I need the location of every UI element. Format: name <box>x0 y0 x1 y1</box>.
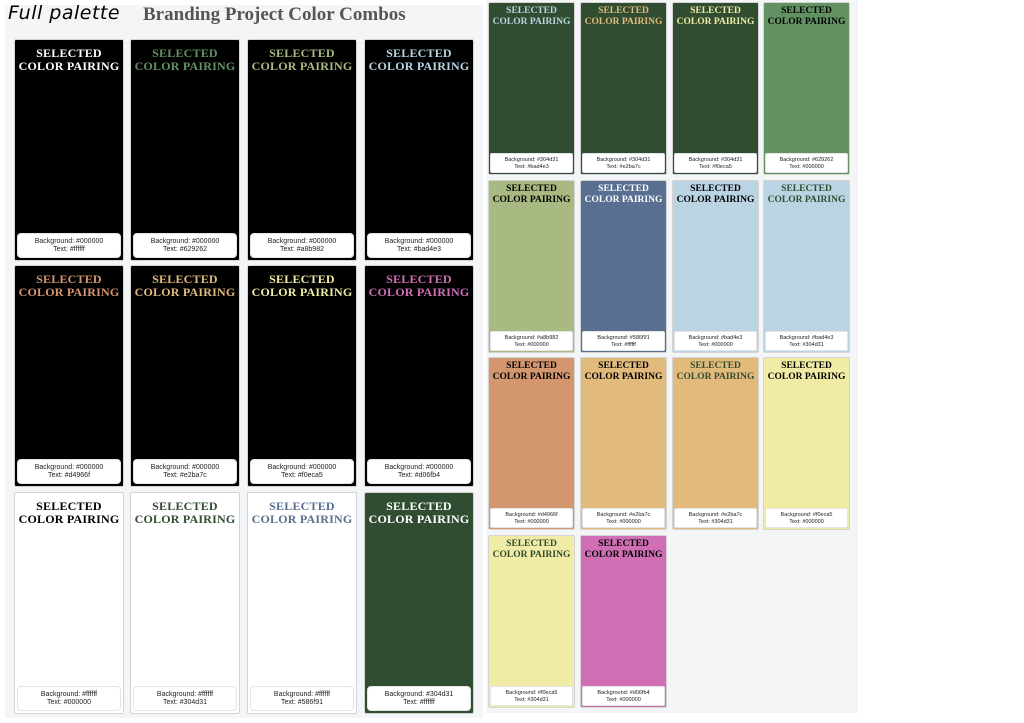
right-color-card <box>488 180 575 353</box>
card-caption <box>582 686 665 706</box>
card-caption <box>765 508 848 528</box>
right-color-card <box>763 180 850 353</box>
right-color-card <box>580 535 667 708</box>
card-title: SELECTED COLOR PAIRING <box>492 6 571 27</box>
background-code: Background: #d4966f <box>505 512 558 518</box>
background-code: Background: #f0eca5 <box>505 690 558 696</box>
text-code: Text: #000000 <box>514 342 549 348</box>
text-code: Text: #ffffff <box>611 342 636 348</box>
card-caption <box>367 686 471 711</box>
card-title: SELECTED COLOR PAIRING <box>767 361 846 382</box>
card-caption <box>250 233 354 258</box>
left-color-card <box>130 39 240 261</box>
background-code: Background: #304d31 <box>504 157 559 163</box>
background-code: Background: #000000 <box>267 464 337 471</box>
background-code: Background: #a8b982 <box>504 335 559 341</box>
card-caption <box>250 686 354 711</box>
background-code: Background: #bad4e3 <box>688 335 743 341</box>
text-code: Text: #e2ba7c <box>163 472 207 479</box>
handwritten-label: Full palette <box>8 2 121 24</box>
text-code: Text: #d06fb4 <box>397 472 441 479</box>
card-title: SELECTED COLOR PAIRING <box>676 361 755 382</box>
right-color-card <box>763 2 850 175</box>
text-code: Text: #000000 <box>514 519 549 525</box>
card-caption <box>490 508 573 528</box>
text-code: Text: #e2ba7c <box>606 164 641 170</box>
left-color-card <box>364 265 474 487</box>
right-color-card <box>488 535 575 708</box>
card-title: SELECTED COLOR PAIRING <box>676 184 755 205</box>
background-code: Background: #304d31 <box>384 691 454 698</box>
text-code: Text: #000000 <box>47 699 91 706</box>
card-title: SELECTED COLOR PAIRING <box>18 46 120 73</box>
text-code: Text: #a8b982 <box>280 246 324 253</box>
left-color-card <box>14 492 124 714</box>
background-code: Background: #629262 <box>779 157 834 163</box>
text-code: Text: #304d31 <box>163 699 207 706</box>
background-code: Background: #e2ba7c <box>688 512 743 518</box>
background-code: Background: #ffffff <box>273 691 331 698</box>
card-caption <box>17 686 121 711</box>
background-code: Background: #ffffff <box>40 691 98 698</box>
right-color-card <box>580 2 667 175</box>
text-code: Text: #bad4e3 <box>397 246 441 253</box>
text-code: Text: #d4966f <box>47 472 91 479</box>
card-title: SELECTED COLOR PAIRING <box>584 6 663 27</box>
card-caption <box>674 331 757 351</box>
card-title: SELECTED COLOR PAIRING <box>492 361 571 382</box>
background-code: Background: #f0eca5 <box>780 512 833 518</box>
left-color-card <box>14 39 124 261</box>
left-color-card <box>247 39 357 261</box>
card-caption <box>765 331 848 351</box>
text-code: Text: #000000 <box>698 342 733 348</box>
background-code: Background: #000000 <box>34 464 104 471</box>
card-title: SELECTED COLOR PAIRING <box>134 272 236 299</box>
text-code: Text: #629262 <box>163 246 207 253</box>
card-title: SELECTED COLOR PAIRING <box>492 539 571 560</box>
text-code: Text: #f0eca5 <box>281 472 323 479</box>
card-title: SELECTED COLOR PAIRING <box>767 184 846 205</box>
right-color-card <box>488 2 575 175</box>
card-caption <box>17 233 121 258</box>
card-caption <box>765 153 848 173</box>
text-code: Text: #bad4e3 <box>514 164 549 170</box>
text-code: Text: #ffffff <box>403 699 435 706</box>
left-color-card <box>247 492 357 714</box>
background-code: Background: #304d31 <box>688 157 743 163</box>
card-caption <box>367 233 471 258</box>
left-color-card <box>14 265 124 487</box>
background-code: Background: #000000 <box>34 238 104 245</box>
card-caption <box>674 153 757 173</box>
right-color-card <box>672 2 759 175</box>
card-caption <box>674 508 757 528</box>
card-caption <box>367 459 471 484</box>
text-code: Text: #304d31 <box>514 697 549 703</box>
card-title: SELECTED COLOR PAIRING <box>584 361 663 382</box>
card-caption <box>133 459 237 484</box>
left-color-card <box>364 39 474 261</box>
card-title: SELECTED COLOR PAIRING <box>18 499 120 526</box>
text-code: Text: #f0eca5 <box>699 164 732 170</box>
text-code: Text: #000000 <box>789 519 824 525</box>
right-color-card <box>580 357 667 530</box>
background-code: Background: #bad4e3 <box>779 335 834 341</box>
background-code: Background: #586f91 <box>597 335 650 341</box>
left-color-card <box>130 492 240 714</box>
card-caption <box>582 153 665 173</box>
text-code: Text: #000000 <box>606 519 641 525</box>
text-code: Text: #ffffff <box>53 246 85 253</box>
card-caption <box>582 508 665 528</box>
card-title: SELECTED COLOR PAIRING <box>368 272 470 299</box>
background-code: Background: #000000 <box>150 464 220 471</box>
left-color-card <box>247 265 357 487</box>
right-color-card <box>672 180 759 353</box>
right-color-card <box>580 180 667 353</box>
card-title: SELECTED COLOR PAIRING <box>251 499 353 526</box>
card-title: SELECTED COLOR PAIRING <box>584 184 663 205</box>
left-color-card <box>364 492 474 714</box>
background-code: Background: #000000 <box>150 238 220 245</box>
card-caption <box>490 331 573 351</box>
card-caption <box>133 233 237 258</box>
card-title: SELECTED COLOR PAIRING <box>676 6 755 27</box>
text-code: Text: #000000 <box>606 697 641 703</box>
right-color-card <box>672 357 759 530</box>
page-title: Branding Project Color Combos <box>143 4 406 25</box>
background-code: Background: #d06fb4 <box>597 690 650 696</box>
card-caption <box>133 686 237 711</box>
text-code: Text: #304d31 <box>698 519 733 525</box>
background-code: Background: #000000 <box>384 238 454 245</box>
card-title: SELECTED COLOR PAIRING <box>368 499 470 526</box>
left-color-card <box>130 265 240 487</box>
card-title: SELECTED COLOR PAIRING <box>134 499 236 526</box>
card-title: SELECTED COLOR PAIRING <box>767 6 846 27</box>
card-title: SELECTED COLOR PAIRING <box>492 184 571 205</box>
card-caption <box>250 459 354 484</box>
card-title: SELECTED COLOR PAIRING <box>584 539 663 560</box>
text-code: Text: #304d31 <box>789 342 824 348</box>
card-caption <box>490 686 573 706</box>
card-title: SELECTED COLOR PAIRING <box>18 272 120 299</box>
background-code: Background: #304d31 <box>596 157 651 163</box>
card-title: SELECTED COLOR PAIRING <box>134 46 236 73</box>
background-code: Background: #ffffff <box>156 691 214 698</box>
right-color-card <box>763 357 850 530</box>
text-code: Text: #000000 <box>789 164 824 170</box>
card-title: SELECTED COLOR PAIRING <box>251 46 353 73</box>
card-title: SELECTED COLOR PAIRING <box>368 46 470 73</box>
card-caption <box>17 459 121 484</box>
background-code: Background: #000000 <box>267 238 337 245</box>
background-code: Background: #000000 <box>384 464 454 471</box>
background-code: Background: #e2ba7c <box>596 512 651 518</box>
card-caption <box>490 153 573 173</box>
text-code: Text: #586f91 <box>280 699 324 706</box>
card-caption <box>582 331 665 351</box>
card-title: SELECTED COLOR PAIRING <box>251 272 353 299</box>
right-color-card <box>488 357 575 530</box>
